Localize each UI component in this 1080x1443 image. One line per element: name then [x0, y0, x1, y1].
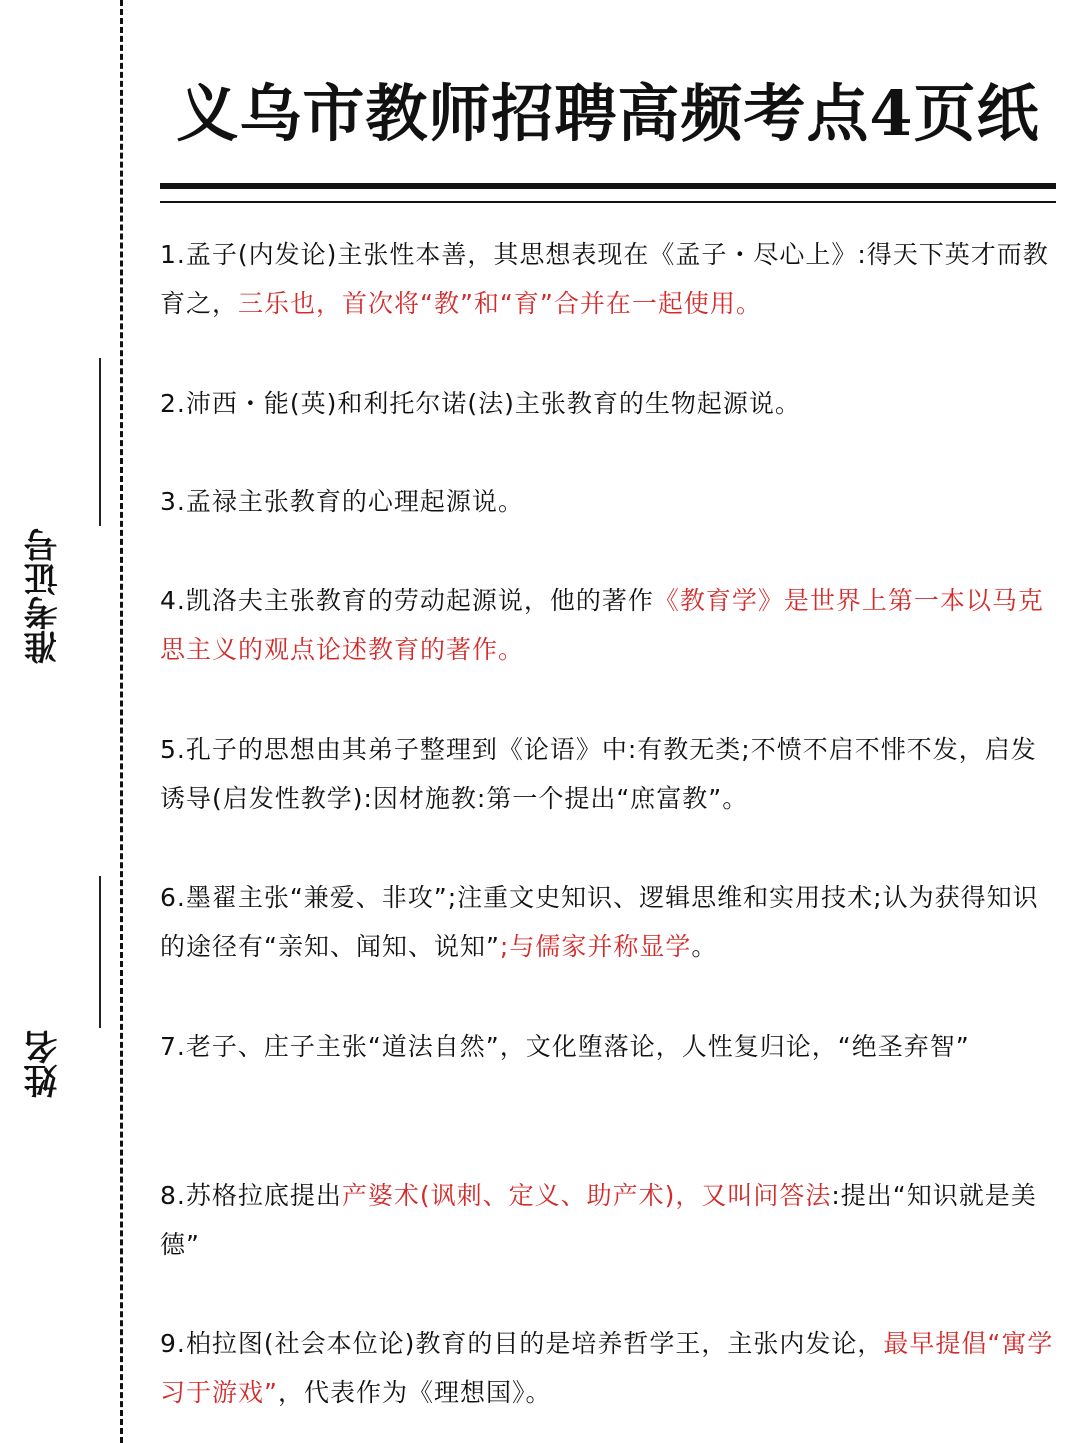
list-item — [160, 576, 1056, 674]
item-text: 2.沛西・能(英)和利托尔诺(法)主张教育的生物起源说。 — [160, 389, 801, 418]
name-label: 姓名 — [24, 1030, 64, 1098]
binding-dashed-line — [120, 0, 123, 1443]
list-item — [160, 477, 1056, 526]
list-item — [160, 1022, 1056, 1071]
highlighted-text: ;与儒家并称显学 — [499, 932, 692, 961]
item-text: 3.孟禄主张教育的心理起源说。 — [160, 487, 524, 516]
highlighted-text: 三乐也，首次将“教”和“育”合并在一起使用。 — [238, 289, 762, 318]
highlighted-text: 《教育学》是世界上第一本以马克思主义的观点论述教育的著作。 — [160, 586, 1044, 664]
name-write-line — [99, 876, 101, 1028]
list-item — [160, 230, 1056, 328]
page-title: 义乌市教师招聘高频考点4页纸 — [176, 77, 1040, 150]
item-text: 8.苏格拉底提出 — [160, 1181, 342, 1210]
list-item — [160, 873, 1056, 971]
exam-id-label: 准考证号 — [24, 528, 64, 664]
highlighted-text: 产婆术(讽刺、定义、助产术)，又叫问答法 — [341, 1181, 832, 1210]
item-text: ，代表作为《理想国》。 — [277, 1378, 552, 1407]
item-text: 。 — [691, 932, 718, 961]
list-item — [160, 1319, 1056, 1417]
item-text: 4.凯洛夫主张教育的劳动起源说，他的著作 — [160, 586, 654, 615]
highlighted-text: 最早提倡“寓学习于游戏” — [160, 1329, 1054, 1407]
title-rule-thick — [160, 183, 1056, 189]
item-text: 1.孟子(内发论)主张性本善，其思想表现在《孟子・尽心上》:得天下英才而教育之， — [160, 240, 1049, 318]
item-text: 6.墨翟主张“兼爱、非攻”;注重文史知识、逻辑思维和实用技术;认为获得知识的途径有“亲知、闻知、说知” — [160, 883, 1039, 961]
item-text: 7.老子、庄子主张“道法自然”，文化堕落论，人性复归论，“绝圣弃智” — [160, 1032, 970, 1061]
item-text: :提出“知识就是美德” — [160, 1181, 1037, 1259]
exam-id-write-line — [99, 358, 101, 526]
list-item — [160, 379, 1056, 428]
title-rule-thin — [160, 201, 1056, 203]
list-item — [160, 1171, 1056, 1269]
item-text: 5.孔子的思想由其弟子整理到《论语》中:有教无类;不愤不启不悱不发，启发诱导(启发性教学):因材施教:第一个提出“庶富教”。 — [160, 735, 1037, 813]
list-item — [160, 725, 1056, 823]
item-text: 9.柏拉图(社会本位论)教育的目的是培养哲学王，主张内发论， — [160, 1329, 884, 1358]
